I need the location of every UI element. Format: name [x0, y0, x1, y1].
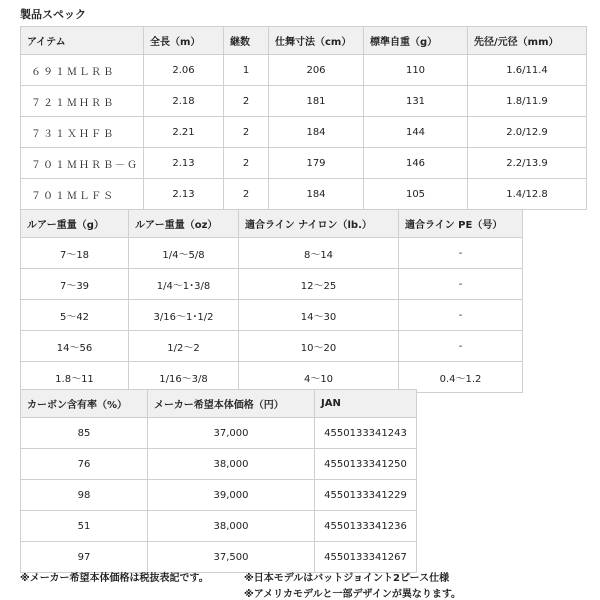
table-row: [21, 480, 417, 511]
header-lure-weight-g: ルアー重量（g）: [21, 210, 129, 238]
header-tip-butt: 先径/元径（mm）: [468, 27, 587, 55]
cell-carbon: 76: [21, 449, 148, 480]
table-row: [21, 331, 523, 362]
cell-lure-oz: 1/4～5/8: [129, 238, 239, 269]
cell-jan: 4550133341229: [315, 480, 417, 511]
cell-tip-butt: 2.2/13.9: [468, 148, 587, 179]
cell-closed-length: 181: [269, 86, 364, 117]
header-price: メーカー希望本体価格（円）: [148, 390, 315, 418]
cell-lure-g: 7～18: [21, 238, 129, 269]
cell-length: 2.18: [144, 86, 224, 117]
spec-table-2: [20, 209, 523, 393]
table-row: [21, 148, 587, 179]
cell-pe: -: [399, 300, 523, 331]
cell-tip-butt: 1.8/11.9: [468, 86, 587, 117]
header-weight: 標準自重（g）: [364, 27, 468, 55]
cell-nylon: 10～20: [239, 331, 399, 362]
cell-item: ７０１ＭＬＦＳ: [21, 179, 144, 210]
table-row: [21, 542, 417, 573]
cell-price: 37,000: [148, 418, 315, 449]
cell-item: ７０１ＭＨＲＢ－Ｇ: [21, 148, 144, 179]
cell-closed-length: 184: [269, 179, 364, 210]
cell-nylon: 8～14: [239, 238, 399, 269]
cell-pe: -: [399, 269, 523, 300]
cell-closed-length: 206: [269, 55, 364, 86]
table-row: [21, 86, 587, 117]
cell-pe: -: [399, 331, 523, 362]
note-price-tax: ※メーカー希望本体価格は税抜表記です。: [20, 573, 209, 584]
cell-length: 2.13: [144, 148, 224, 179]
cell-lure-g: 5～42: [21, 300, 129, 331]
table-row: [21, 362, 523, 393]
header-pieces: 継数: [224, 27, 269, 55]
cell-weight: 131: [364, 86, 468, 117]
header-line-nylon: 適合ライン ナイロン（lb.）: [239, 210, 399, 238]
cell-carbon: 85: [21, 418, 148, 449]
spec-table-1: [20, 26, 587, 210]
cell-lure-oz: 1/2～2: [129, 331, 239, 362]
cell-item: ７２１ＭＨＲＢ: [21, 86, 144, 117]
cell-item: ６９１ＭＬＲＢ: [21, 55, 144, 86]
table-row: [21, 269, 523, 300]
cell-closed-length: 179: [269, 148, 364, 179]
cell-item: ７３１ＸＨＦＢ: [21, 117, 144, 148]
table-row: [21, 117, 587, 148]
cell-weight: 144: [364, 117, 468, 148]
cell-price: 38,000: [148, 449, 315, 480]
table-row: [21, 418, 417, 449]
cell-tip-butt: 1.4/12.8: [468, 179, 587, 210]
header-line-pe: 適合ライン PE（号）: [399, 210, 523, 238]
table-row: [21, 511, 417, 542]
table-row: [21, 55, 587, 86]
cell-jan: 4550133341250: [315, 449, 417, 480]
cell-lure-oz: 1/4～1･3/8: [129, 269, 239, 300]
table-row: [21, 449, 417, 480]
cell-nylon: 12～25: [239, 269, 399, 300]
cell-carbon: 98: [21, 480, 148, 511]
cell-lure-oz: 3/16～1･1/2: [129, 300, 239, 331]
header-length: 全長（m）: [144, 27, 224, 55]
cell-lure-g: 14～56: [21, 331, 129, 362]
cell-pieces: 2: [224, 148, 269, 179]
cell-pieces: 1: [224, 55, 269, 86]
header-lure-weight-oz: ルアー重量（oz）: [129, 210, 239, 238]
cell-price: 39,000: [148, 480, 315, 511]
cell-closed-length: 184: [269, 117, 364, 148]
cell-carbon: 97: [21, 542, 148, 573]
table-header-row: [21, 27, 587, 55]
cell-length: 2.21: [144, 117, 224, 148]
cell-tip-butt: 2.0/12.9: [468, 117, 587, 148]
table-header-row: [21, 210, 523, 238]
cell-price: 37,500: [148, 542, 315, 573]
cell-pe: 0.4～1.2: [399, 362, 523, 393]
cell-weight: 105: [364, 179, 468, 210]
page-title: 製品スペック: [20, 8, 86, 21]
cell-pe: -: [399, 238, 523, 269]
table-header-row: [21, 390, 417, 418]
table-row: [21, 300, 523, 331]
cell-lure-g: 1.8～11: [21, 362, 129, 393]
header-carbon: カーボン含有率（%）: [21, 390, 148, 418]
cell-jan: 4550133341243: [315, 418, 417, 449]
cell-lure-g: 7～39: [21, 269, 129, 300]
cell-carbon: 51: [21, 511, 148, 542]
cell-jan: 4550133341236: [315, 511, 417, 542]
spec-table-3: [20, 389, 417, 573]
cell-price: 38,000: [148, 511, 315, 542]
cell-lure-oz: 1/16～3/8: [129, 362, 239, 393]
cell-weight: 110: [364, 55, 468, 86]
header-closed-length: 仕舞寸法（cm）: [269, 27, 364, 55]
note-us-model: ※アメリカモデルと一部デザインが異なります。: [244, 589, 462, 600]
cell-pieces: 2: [224, 179, 269, 210]
cell-nylon: 4～10: [239, 362, 399, 393]
cell-jan: 4550133341267: [315, 542, 417, 573]
header-item: アイテム: [21, 27, 144, 55]
cell-tip-butt: 1.6/11.4: [468, 55, 587, 86]
cell-weight: 146: [364, 148, 468, 179]
table-row: [21, 238, 523, 269]
header-jan: JAN: [315, 390, 417, 418]
cell-pieces: 2: [224, 117, 269, 148]
cell-pieces: 2: [224, 86, 269, 117]
cell-length: 2.13: [144, 179, 224, 210]
cell-nylon: 14～30: [239, 300, 399, 331]
note-jp-model: ※日本モデルはバットジョイント2ピース仕様: [244, 573, 450, 584]
table-row: [21, 179, 587, 210]
cell-length: 2.06: [144, 55, 224, 86]
